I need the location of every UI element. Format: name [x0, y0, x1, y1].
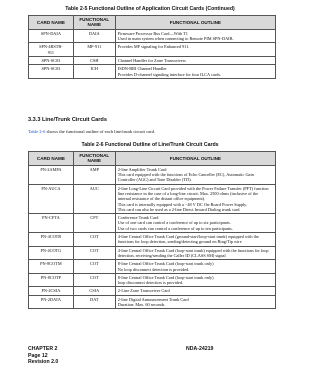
table-2-6: [28, 151, 276, 309]
functional-outline-line: Duration: Max. 60 seconds.: [117, 302, 166, 308]
functional-name-cell: [73, 214, 115, 233]
functional-outline-line: 4-line Central Office Trunk Card (loop-start trunk) equipped with the functions for loop: [117, 247, 269, 253]
section-heading: 3.3.3 Line/Trunk Circuit Cards: [28, 117, 107, 123]
functional-outline-line: 2-line Digital Announcement Trunk Card: [117, 296, 189, 302]
table-2-5: [28, 15, 276, 79]
functional-outline-line: Used in main system when connecting to Remote PIM SPN-DAIB.: [117, 36, 234, 42]
card-name-cell: [29, 246, 74, 260]
card-name-cell: [29, 214, 74, 233]
functional-outline-line: 4-line Central Office Trunk Card (ground-start/loop-start trunk) equipped with the: [117, 234, 259, 240]
table-2-5-caption: Table 2-5 Functional Outline of Application Circuit Cards (Continued): [65, 6, 235, 12]
table-row: [29, 295, 276, 309]
card-name-line: SPN-SC03: [41, 66, 61, 72]
functional-name-cell: [73, 165, 115, 184]
functional-outline-line: Conference Trunk Card: [117, 215, 159, 221]
functional-outline-line: 2-line Amplifier Trunk Card: [117, 166, 167, 172]
functional-outline-line: internal resistance of the distant office equipment).: [117, 196, 206, 202]
functional-outline-line: Controller (AGC) and Tone Disabler (TD).: [117, 177, 192, 183]
header-card-name: CARD NAME: [29, 152, 74, 166]
footer-doc-id: NDA-24219: [186, 346, 214, 352]
functional-outline-cell: [115, 43, 275, 57]
functional-outline-line: 2-line Long-Line Circuit Card provided with the Power Failure Transfer (PFT) function: [117, 185, 269, 191]
table-2-6-caption: Table 2-6 Functional Outline of Line/Trunk Circuit Cards: [81, 142, 219, 148]
functional-outline-line: loop disconnect detection is provided.: [117, 280, 184, 286]
functional-outline-line: Use of one card can control a conference of up to six participants.: [117, 220, 231, 226]
functional-outline-line: 8-line Central Office Trunk Card (loop-start trunk only): [117, 261, 214, 267]
table-row: [29, 287, 276, 295]
card-name-cell: [29, 287, 74, 295]
card-name-line: PN-CFTA: [42, 215, 60, 221]
functional-outline-cell: [115, 287, 275, 295]
functional-outline-line: This card is internally equipped with a −48 V DC On-Board Power Supply.: [117, 201, 248, 207]
functional-outline-line: line resistance in the case of a long-line circuit: Max. 2500 ohms (inclusive of the: [117, 191, 258, 196]
functional-outline-cell: [115, 246, 275, 260]
functional-name-cell: [73, 273, 115, 287]
functional-name-cell: [73, 295, 115, 309]
table-2-6-link[interactable]: Table 2-6: [28, 129, 46, 134]
functional-outline-line: Use of two cards can control a conference of up to ten participants.: [117, 225, 233, 231]
card-name-line: SPN-SC03: [41, 58, 61, 63]
card-name-cell: [29, 65, 74, 79]
card-name-cell: [29, 273, 74, 287]
functional-outline-line: Channel Handler for Zone Transceivers: [117, 58, 186, 63]
functional-outline-cell: [115, 184, 275, 213]
functional-name-line: DAT: [90, 296, 99, 302]
functional-name-line: CFT: [90, 215, 99, 221]
functional-name-cell: [73, 246, 115, 260]
functional-outline-line: detection, receiving/sending the Caller ID (CLASS SM) signal: [117, 252, 226, 258]
functional-outline-cell: [115, 295, 275, 309]
functional-outline-line: ISDN-BRI Channel Handler: [117, 66, 167, 72]
table-row: [29, 57, 276, 65]
card-name-cell: [29, 260, 74, 274]
functional-outline-cell: [115, 65, 275, 79]
functional-name-line: CSH: [90, 58, 99, 63]
table-row: [29, 233, 276, 247]
table-row: [29, 260, 276, 274]
footer-chapter: CHAPTER 2: [28, 346, 58, 352]
functional-outline-cell: [115, 260, 275, 274]
card-name-line: SPN-4RSTB-: [39, 44, 63, 50]
functional-name-cell: [73, 43, 115, 57]
card-name-line: PN-8COTP: [40, 274, 61, 280]
header-functional-name: FUNCTIONAL NAME: [73, 152, 115, 166]
header-card-name: CARD NAME: [29, 16, 74, 30]
functional-name-line: AUC: [89, 185, 99, 191]
functional-name-line: COT: [90, 247, 99, 253]
footer-revision: Revision 2.0: [28, 359, 59, 366]
card-name-line: PN-2CSIA: [41, 288, 61, 294]
card-name-cell: [29, 295, 74, 309]
functional-outline-cell: [115, 57, 275, 65]
functional-name-cell: [73, 29, 115, 43]
card-name-cell: [29, 57, 74, 65]
footer-page: Page 12: [28, 352, 48, 359]
card-name-cell: [29, 29, 74, 43]
functional-outline-line: Provides MF signaling for Enhanced 911.: [117, 44, 190, 50]
page-footer-left: [28, 346, 58, 366]
card-name-cell: [29, 184, 74, 213]
functional-outline-line: This card equipped with the functions of Echo Canceller (EC), Automatic Gain: [117, 172, 254, 178]
table-row: [29, 273, 276, 287]
table-row: [29, 184, 276, 213]
table-row: [29, 165, 276, 184]
functional-name-line: COT: [90, 274, 99, 280]
functional-name-line: ICH: [90, 66, 98, 72]
functional-name-line: CSIA: [89, 288, 100, 294]
functional-outline-cell: [115, 29, 275, 43]
header-functional-outline: FUNCTIONAL OUTLINE: [115, 152, 275, 166]
functional-name-line: AMP: [89, 166, 99, 172]
section-body: [28, 129, 155, 134]
functional-outline-line: Firmware Processor Bus Card—With T1: [117, 30, 188, 36]
card-name-cell: [29, 43, 74, 57]
functional-name-cell: [73, 57, 115, 65]
functional-outline-line: This card can also be used as a 2-line Direct Inward Dialing trunk card.: [117, 206, 241, 212]
functional-outline-cell: [115, 233, 275, 247]
table-row: [29, 43, 276, 57]
card-name-line: PN-4COTG: [40, 247, 62, 253]
functional-outline-cell: [115, 273, 275, 287]
functional-name-cell: [73, 65, 115, 79]
card-name-line: PN-2DATA: [40, 296, 61, 302]
card-name-line: PN-8COTM: [40, 261, 62, 267]
functional-outline-line: functions for loop detection, sending/detecting ground on Ring/Tip wire: [117, 239, 242, 245]
functional-outline-cell: [115, 165, 275, 184]
functional-outline-cell: [115, 214, 275, 233]
header-functional-outline: FUNCTIONAL OUTLINE: [115, 16, 275, 30]
functional-name-cell: [73, 260, 115, 274]
functional-outline-line: Provides D-channel signaling interface for four ILCA cards.: [117, 71, 222, 77]
functional-name-line: COT: [90, 261, 99, 267]
card-name-line: 911: [47, 49, 55, 55]
card-name-line: PN-2AMPA: [40, 166, 62, 172]
card-name-cell: [29, 165, 74, 184]
functional-name-cell: [73, 287, 115, 295]
functional-name-line: MF-911: [87, 44, 102, 50]
card-name-line: PN-4COTB: [40, 234, 62, 240]
functional-outline-line: 2-Line Zone Transceiver Card: [117, 288, 170, 294]
card-name-line: SPN-DAIA: [40, 30, 61, 36]
functional-name-cell: [73, 233, 115, 247]
functional-outline-line: No loop disconnect detection is provided.: [117, 266, 190, 272]
functional-name-line: COT: [90, 234, 99, 240]
table-row: [29, 214, 276, 233]
functional-name-cell: [73, 184, 115, 213]
table-row: [29, 29, 276, 43]
functional-name-line: DAIA: [88, 30, 100, 36]
card-name-cell: [29, 233, 74, 247]
functional-outline-line: 8-line Central Office Trunk Card (loop-start trunk only): [117, 274, 214, 280]
header-functional-name: FUNCTIONAL NAME: [73, 16, 115, 30]
card-name-line: PN-AUCA: [41, 185, 61, 191]
table-row: [29, 65, 276, 79]
table-row: [29, 246, 276, 260]
section-body-text: shows the functional outline of each line/trunk circuit card.: [45, 129, 156, 134]
